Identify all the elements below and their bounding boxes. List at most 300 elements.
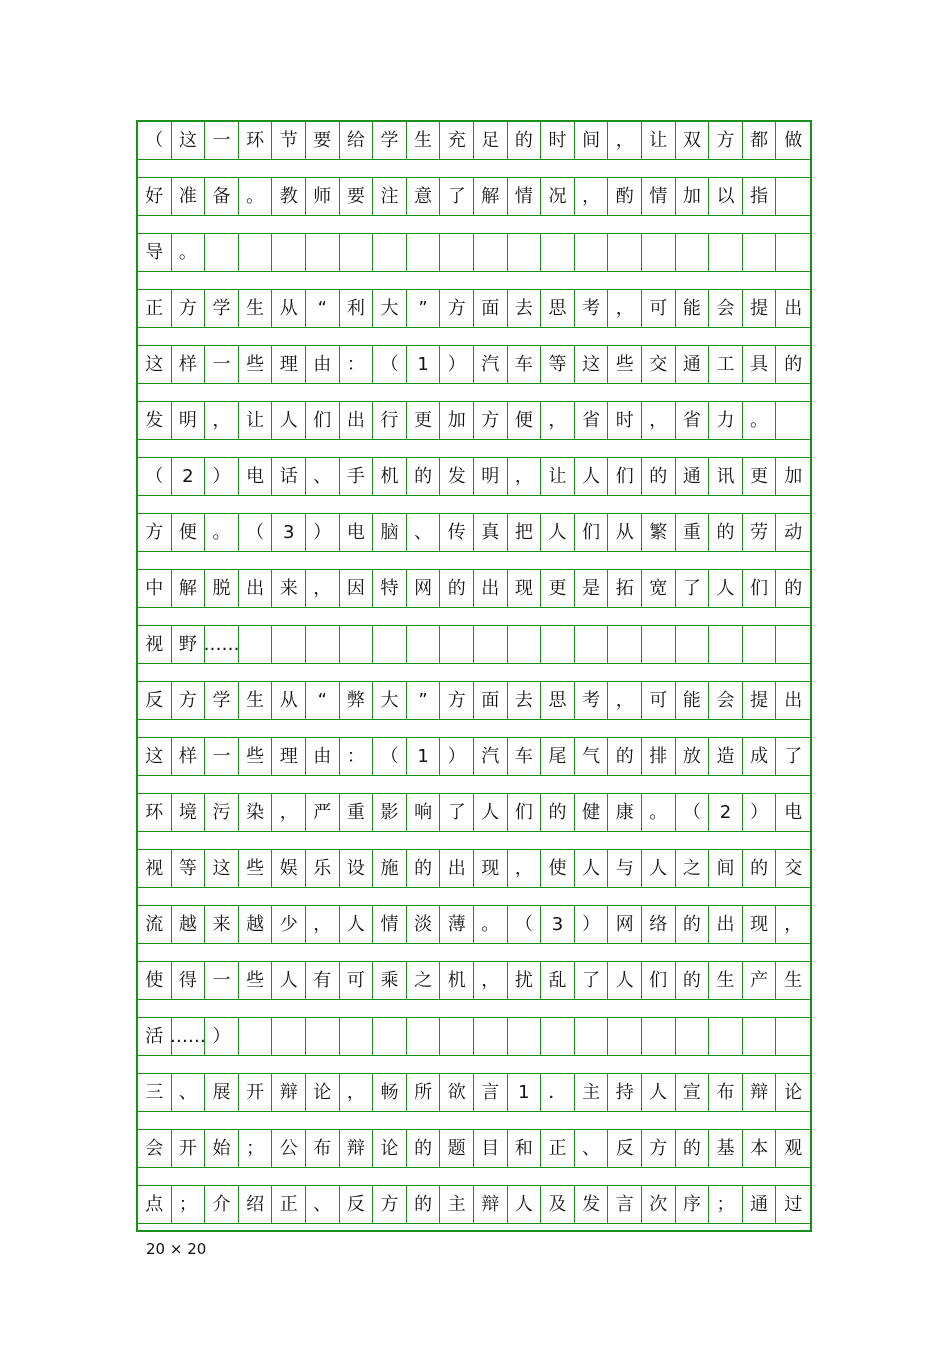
grid-cell: 乘	[373, 962, 407, 999]
grid-cell: 人	[272, 962, 306, 999]
grid-cell: 及	[541, 1186, 575, 1223]
grid-cell: 络	[642, 906, 676, 943]
grid-cell: 出	[239, 570, 273, 607]
grid-cell: 可	[642, 682, 676, 719]
grid-cell: 点	[138, 1186, 172, 1223]
row-gap	[138, 944, 810, 962]
grid-row	[138, 290, 810, 328]
grid-cell	[239, 1018, 273, 1055]
grid-cell: 面	[474, 290, 508, 327]
grid-cell: 发	[440, 458, 474, 495]
grid-cell: ；	[172, 1186, 206, 1223]
grid-cell: 学	[205, 290, 239, 327]
grid-cell: 环	[239, 122, 273, 159]
grid-cell	[776, 178, 810, 215]
grid-cell: 人	[642, 1074, 676, 1111]
grid-cell: 加	[440, 402, 474, 439]
grid-cell: 通	[676, 458, 710, 495]
grid-cell: 公	[272, 1130, 306, 1167]
grid-cell: ……	[172, 1018, 206, 1055]
grid-cell: 布	[306, 1130, 340, 1167]
grid-cell: 力	[709, 402, 743, 439]
grid-cell: 2	[172, 458, 206, 495]
grid-cell: 样	[172, 346, 206, 383]
grid-cell	[508, 1018, 542, 1055]
grid-cell: 主	[575, 1074, 609, 1111]
grid-cell	[743, 1018, 777, 1055]
grid-cell: 。	[172, 234, 206, 271]
grid-cell: 序	[676, 1186, 710, 1223]
grid-cell	[440, 1018, 474, 1055]
grid-cell: 正	[272, 1186, 306, 1223]
grid-cell: 通	[743, 1186, 777, 1223]
grid-cell	[474, 234, 508, 271]
grid-cell: ）	[205, 458, 239, 495]
grid-cell: 畅	[373, 1074, 407, 1111]
grid-cell	[676, 626, 710, 663]
grid-cell: 开	[172, 1130, 206, 1167]
grid-cell: 酌	[608, 178, 642, 215]
grid-cell: 导	[138, 234, 172, 271]
grid-cell: 的	[407, 1186, 441, 1223]
grid-cell	[239, 234, 273, 271]
grid-cell	[340, 626, 374, 663]
grid-cell: 让	[541, 458, 575, 495]
grid-cell: 出	[440, 850, 474, 887]
grid-cell: 主	[440, 1186, 474, 1223]
row-gap	[138, 160, 810, 178]
grid-cell: 省	[676, 402, 710, 439]
grid-cell: 通	[676, 346, 710, 383]
grid-cell: 。	[205, 514, 239, 551]
grid-cell: 人	[541, 514, 575, 551]
grid-cell: 以	[709, 178, 743, 215]
row-gap	[138, 328, 810, 346]
grid-cell: 的	[440, 570, 474, 607]
grid-cell: 解	[172, 570, 206, 607]
grid-cell: 会	[138, 1130, 172, 1167]
grid-cell: 明	[474, 458, 508, 495]
grid-cell: 准	[172, 178, 206, 215]
grid-cell: 产	[743, 962, 777, 999]
grid-cell: 大	[373, 290, 407, 327]
grid-cell: 思	[541, 682, 575, 719]
grid-cell: 现	[474, 850, 508, 887]
grid-cell: 欲	[440, 1074, 474, 1111]
grid-row	[138, 1186, 810, 1224]
grid-cell: （	[373, 738, 407, 775]
grid-cell	[373, 626, 407, 663]
grid-cell	[541, 234, 575, 271]
grid-cell: 的	[407, 1130, 441, 1167]
grid-cell: （	[138, 122, 172, 159]
grid-row	[138, 626, 810, 664]
grid-row	[138, 1018, 810, 1056]
grid-cell: 视	[138, 626, 172, 663]
grid-cell: 间	[575, 122, 609, 159]
grid-cell: 越	[172, 906, 206, 943]
grid-cell: 省	[575, 402, 609, 439]
grid-cell: 反	[608, 1130, 642, 1167]
grid-cell: 因	[340, 570, 374, 607]
grid-cell: 和	[508, 1130, 542, 1167]
grid-cell: ，	[608, 682, 642, 719]
grid-cell: 野	[172, 626, 206, 663]
grid-cell: 过	[784, 1193, 803, 1215]
grid-cell: 出	[784, 297, 803, 319]
grid-cell: 3	[541, 906, 575, 943]
grid-cell: 人	[272, 402, 306, 439]
grid-cell: 脑	[373, 514, 407, 551]
grid-cell: 来	[272, 570, 306, 607]
grid-cell	[776, 626, 810, 663]
grid-cell: 少	[272, 906, 306, 943]
grid-row	[138, 122, 810, 160]
grid-cell: 可	[340, 962, 374, 999]
grid-cell: 乱	[541, 962, 575, 999]
grid-cell: 从	[272, 682, 306, 719]
grid-row	[138, 962, 810, 1000]
grid-cell: 视	[138, 850, 172, 887]
grid-cell	[743, 234, 777, 271]
grid-cell: 1	[508, 1074, 542, 1111]
grid-cell: 人	[709, 570, 743, 607]
grid-cell: 好	[138, 178, 172, 215]
grid-cell	[340, 1018, 374, 1055]
grid-cell: 能	[676, 682, 710, 719]
grid-cell: 尾	[541, 738, 575, 775]
grid-cell: 得	[172, 962, 206, 999]
row-gap	[138, 888, 810, 906]
grid-row	[138, 402, 810, 440]
grid-cell: 环	[138, 794, 172, 831]
grid-cell	[709, 1018, 743, 1055]
grid-cell	[373, 234, 407, 271]
grid-cell: 拓	[608, 570, 642, 607]
grid-cell: 的	[608, 738, 642, 775]
grid-cell: 辩	[340, 1130, 374, 1167]
grid-cell: 2	[709, 794, 743, 831]
grid-cell: 方	[474, 402, 508, 439]
grid-cell: 工	[709, 346, 743, 383]
grid-cell: 的	[407, 458, 441, 495]
grid-cell: 的	[676, 1130, 710, 1167]
grid-cell	[407, 1018, 441, 1055]
grid-cell: ，	[642, 402, 676, 439]
row-gap	[138, 664, 810, 682]
grid-cell: 发	[138, 402, 172, 439]
grid-cell: “	[306, 682, 340, 719]
grid-cell: ”	[407, 682, 441, 719]
grid-cell: 要	[340, 178, 374, 215]
grid-cell: ）	[205, 1018, 239, 1055]
grid-cell: 的	[676, 906, 710, 943]
grid-row	[138, 346, 810, 384]
grid-cell: 备	[205, 178, 239, 215]
grid-cell: 污	[205, 794, 239, 831]
grid-cell: 一	[205, 122, 239, 159]
grid-cell: 重	[340, 794, 374, 831]
grid-cell: 的	[541, 794, 575, 831]
grid-cell: 方	[373, 1186, 407, 1223]
grid-cell: 繁	[642, 514, 676, 551]
grid-row	[138, 682, 810, 720]
grid-cell	[474, 1018, 508, 1055]
grid-cell: ，	[575, 178, 609, 215]
grid-cell: 大	[373, 682, 407, 719]
grid-cell: 生	[239, 290, 273, 327]
grid-cell	[205, 234, 239, 271]
grid-cell: 次	[642, 1186, 676, 1223]
grid-cell	[676, 1018, 710, 1055]
grid-cell: 越	[239, 906, 273, 943]
grid-cell: 薄	[440, 906, 474, 943]
grid-cell: ，	[474, 962, 508, 999]
grid-cell: 反	[138, 682, 172, 719]
grid-cell: 由	[306, 346, 340, 383]
grid-cell	[608, 234, 642, 271]
grid-cell: 了	[676, 570, 710, 607]
grid-cell: 1	[407, 738, 441, 775]
grid-cell: 提	[743, 290, 777, 327]
grid-cell: ，	[306, 570, 340, 607]
grid-cell	[776, 234, 810, 271]
grid-cell: 人	[575, 458, 609, 495]
grid-cell: 人	[508, 1186, 542, 1223]
row-gap	[138, 272, 810, 290]
grid-cell: 利	[340, 290, 374, 327]
grid-cell: 扰	[508, 962, 542, 999]
grid-cell	[340, 234, 374, 271]
grid-cell	[575, 234, 609, 271]
grid-cell: 的	[709, 514, 743, 551]
grid-cell: 三	[138, 1074, 172, 1111]
grid-row	[138, 178, 810, 216]
grid-cell: 出	[340, 402, 374, 439]
grid-cell: 的	[784, 353, 803, 375]
grid-cell: 。	[642, 794, 676, 831]
grid-cell: 言	[608, 1186, 642, 1223]
grid-cell: 劳	[743, 514, 777, 551]
grid-cell: 的	[508, 122, 542, 159]
row-gap	[138, 1112, 810, 1130]
grid-cell	[306, 234, 340, 271]
grid-cell	[642, 626, 676, 663]
grid-cell: 等	[541, 346, 575, 383]
grid-cell: 会	[709, 290, 743, 327]
grid-cell: ，	[205, 402, 239, 439]
grid-cell: ）	[306, 514, 340, 551]
grid-cell: 开	[239, 1074, 273, 1111]
grid-cell: 些	[239, 850, 273, 887]
grid-cell: 排	[642, 738, 676, 775]
grid-cell: 3	[272, 514, 306, 551]
grid-cell: 电	[784, 801, 803, 823]
grid-cell: 方	[172, 290, 206, 327]
grid-cell: 正	[138, 290, 172, 327]
grid-cell	[272, 234, 306, 271]
grid-cell	[575, 626, 609, 663]
grid-cell: 的	[407, 850, 441, 887]
grid-cell: 传	[440, 514, 474, 551]
grid-cell	[373, 1018, 407, 1055]
grid-cell: ，	[508, 850, 542, 887]
grid-cell	[608, 626, 642, 663]
row-gap	[138, 832, 810, 850]
grid-cell: 有	[306, 962, 340, 999]
grid-cell: 些	[608, 346, 642, 383]
grid-cell: 车	[508, 738, 542, 775]
grid-cell: 脱	[205, 570, 239, 607]
grid-cell: 网	[608, 906, 642, 943]
grid-cell: ”	[407, 290, 441, 327]
grid-cell: 的	[743, 850, 777, 887]
grid-cell: ）	[575, 906, 609, 943]
grid-cell: 展	[205, 1074, 239, 1111]
grid-cell: 中	[138, 570, 172, 607]
grid-cell: 况	[541, 178, 575, 215]
grid-cell: ）	[743, 794, 777, 831]
row-gap	[138, 1056, 810, 1074]
grid-cell: 从	[608, 514, 642, 551]
row-gap	[138, 720, 810, 738]
grid-cell: 人	[575, 850, 609, 887]
grid-cell: 教	[272, 178, 306, 215]
grid-cell: 娱	[272, 850, 306, 887]
grid-cell	[676, 234, 710, 271]
grid-cell: 学	[373, 122, 407, 159]
grid-cell: ，	[541, 402, 575, 439]
grid-cell	[272, 626, 306, 663]
grid-cell: 方	[440, 682, 474, 719]
grid-row	[138, 570, 810, 608]
grid-cell	[776, 1018, 810, 1055]
grid-cell: 这	[575, 346, 609, 383]
grid-cell: 充	[440, 122, 474, 159]
grid-cell	[575, 1018, 609, 1055]
grid-cell: 影	[373, 794, 407, 831]
row-gap	[138, 552, 810, 570]
grid-cell: 观	[784, 1137, 803, 1159]
grid-cell: 方	[440, 290, 474, 327]
grid-cell: 去	[508, 290, 542, 327]
grid-cell: ：	[340, 738, 374, 775]
grid-cell	[709, 234, 743, 271]
grid-cell	[407, 626, 441, 663]
grid-row	[138, 738, 810, 776]
grid-cell: 。	[474, 906, 508, 943]
grid-cell	[272, 1018, 306, 1055]
grid-cell: 、	[575, 1130, 609, 1167]
grid-cell: 能	[676, 290, 710, 327]
grid-cell: 时	[541, 122, 575, 159]
grid-cell: 响	[407, 794, 441, 831]
grid-cell	[306, 626, 340, 663]
grid-cell: 一	[205, 962, 239, 999]
grid-cell: 真	[474, 514, 508, 551]
grid-cell: 布	[709, 1074, 743, 1111]
grid-cell: 使	[138, 962, 172, 999]
grid-row	[138, 794, 810, 832]
grid-cell: 辩	[272, 1074, 306, 1111]
row-gap	[138, 496, 810, 514]
grid-cell: ）	[440, 738, 474, 775]
grid-cell: 情	[508, 178, 542, 215]
grid-cell: 节	[272, 122, 306, 159]
grid-cell: 本	[743, 1130, 777, 1167]
grid-cell: 健	[575, 794, 609, 831]
grid-cell: 加	[784, 465, 803, 487]
grid-cell: 设	[340, 850, 374, 887]
grid-cell: 介	[205, 1186, 239, 1223]
grid-cell: 时	[608, 402, 642, 439]
grid-cell: 人	[340, 906, 374, 943]
grid-cell: 的	[676, 962, 710, 999]
grid-cell: 、	[172, 1074, 206, 1111]
grid-cell	[541, 1018, 575, 1055]
grid-cell: 们	[508, 794, 542, 831]
grid-cell: ，	[508, 458, 542, 495]
grid-cell	[642, 1018, 676, 1055]
grid-cell: 机	[440, 962, 474, 999]
grid-cell: 机	[373, 458, 407, 495]
grid-cell: 意	[407, 178, 441, 215]
grid-cell: 便	[172, 514, 206, 551]
grid-cell: 活	[138, 1018, 172, 1055]
grid-cell: 加	[676, 178, 710, 215]
grid-cell: ，	[608, 290, 642, 327]
grid-cell: 们	[642, 962, 676, 999]
row-gap	[138, 608, 810, 626]
grid-cell: 些	[239, 346, 273, 383]
grid-cell: ，	[340, 1074, 374, 1111]
grid-cell: 论	[373, 1130, 407, 1167]
grid-cell: 让	[642, 122, 676, 159]
grid-cell: 一	[205, 738, 239, 775]
grid-cell: 可	[642, 290, 676, 327]
grid-cell: 由	[306, 738, 340, 775]
grid-cell: 们	[306, 402, 340, 439]
grid-cell: 考	[575, 290, 609, 327]
grid-cell: 双	[676, 122, 710, 159]
grid-cell: 电	[239, 458, 273, 495]
grid-row	[138, 458, 810, 496]
grid-cell: 、	[407, 514, 441, 551]
grid-cell: 、	[306, 1186, 340, 1223]
grid-cell: ，	[608, 122, 642, 159]
grid-cell: 持	[608, 1074, 642, 1111]
grid-cell: ，	[272, 794, 306, 831]
grid-cell: 一	[205, 346, 239, 383]
grid-cell: 境	[172, 794, 206, 831]
grid-cell: 了	[440, 178, 474, 215]
grid-cell	[440, 234, 474, 271]
grid-cell: 交	[642, 346, 676, 383]
grid-cell: 动	[784, 521, 803, 543]
grid-cell: 理	[272, 346, 306, 383]
grid-cell: 之	[407, 962, 441, 999]
grid-cell: 间	[709, 850, 743, 887]
grid-cell: 汽	[474, 346, 508, 383]
grid-cell	[440, 626, 474, 663]
grid-cell: 手	[340, 458, 374, 495]
grid-cell: 方	[642, 1130, 676, 1167]
grid-cell: 目	[474, 1130, 508, 1167]
grid-cell: 出	[709, 906, 743, 943]
grid-cell: 具	[743, 346, 777, 383]
grid-cell: （	[508, 906, 542, 943]
grid-cell: 更	[407, 402, 441, 439]
